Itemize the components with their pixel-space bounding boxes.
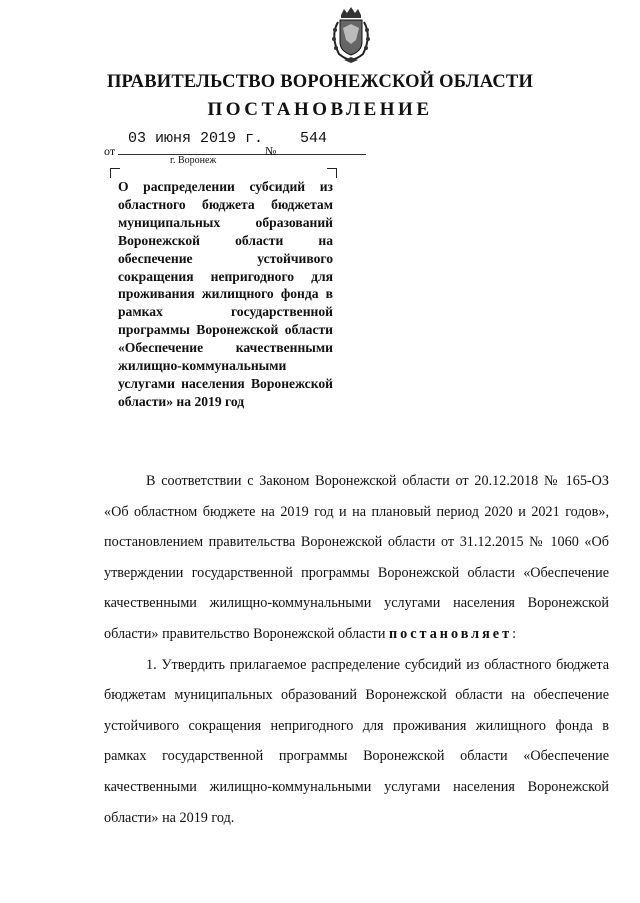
coat-of-arms-icon xyxy=(326,6,376,64)
document-subject: О распределении субсидий из областного бюджета бюджетам муниципальных образований Воронежской области на обеспечение устойчивого сокращения непригодного для проживания жилищного фонда в рамках государственной программы Воронежской области «Обеспечение качественными жилищно-коммунальными услугами населения Воронежской области» на 2019 год xyxy=(118,179,333,409)
item-1-paragraph: 1. Утвердить прилагаемое распределение субсидий из областного бюджета бюджетам муниципальных образований Воронежской области на обеспечение устойчивого сокращения непригодного для проживания жилищного фонда в рамках государственной программы Воронежской области «Обеспечение качественными жилищно-коммунальными услугами населения Воронежской области» на 2019 год. xyxy=(104,656,609,826)
city-label: г. Воронеж xyxy=(170,155,217,166)
document-date: 03 июня 2019 г. xyxy=(128,130,264,147)
government-title: ПРАВИТЕЛЬСТВО ВОРОНЕЖСКОЙ ОБЛАСТИ xyxy=(106,72,534,92)
date-number-row xyxy=(104,130,404,156)
preamble-paragraph xyxy=(104,466,609,650)
number-prefix: № xyxy=(265,144,277,158)
document-number: 544 xyxy=(300,130,328,147)
subject-corner-right xyxy=(327,168,337,178)
date-prefix: от xyxy=(104,144,116,158)
decree-word: постановляет xyxy=(388,625,513,642)
preamble-text: В соответствии с Законом Воронежской области от 20.12.2018 № 165-ОЗ «Об областном бюджете на 2019 год и на плановый период 2020 и 2021 годов», постановлением правительства Воронежской области от 31.12.2015 № 1060 «Об утверждении государственной программы Воронежской области «Обеспечение качественными жилищно-коммунальными услугами населения Воронежской области» правительство Воронежской области xyxy=(104,473,609,642)
document-type-title: ПОСТАНОВЛЕНИЕ xyxy=(207,99,433,120)
subject-corner-left xyxy=(110,168,120,178)
decree-colon: : xyxy=(512,625,517,642)
document-body xyxy=(104,466,609,833)
number-underline xyxy=(280,154,352,155)
